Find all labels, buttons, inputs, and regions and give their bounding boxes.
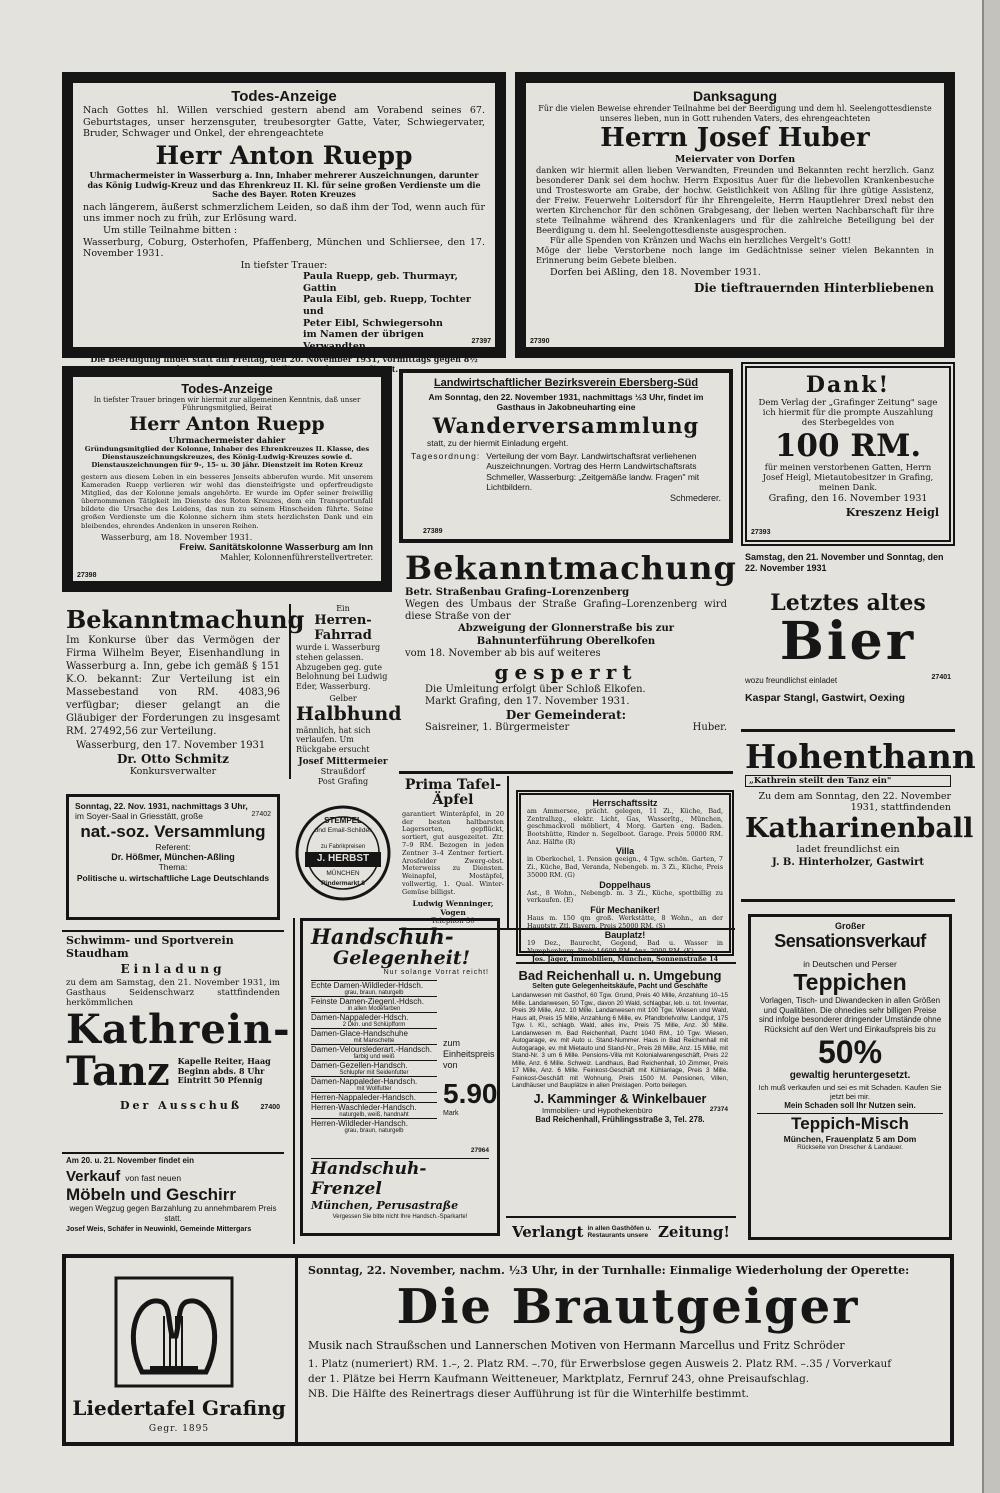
street: Rindermarkt 8 [321, 880, 365, 887]
text: am Ammersee, prächt. gelegen, 11 Zi., Küche, Bad, Zentralhzg., elektr. Licht, Gas, Wasserltg., München, geschmackvoll möbliert, 4 Morg. Garten eng. Baden. Bootshütte, Rinder n. Segelboot. Garage. Preis 50000 RM. Anz. Hälfte (R) [527, 807, 723, 846]
text: Dem Verlag der „Grafinger Zeitung" sage ich hiermit für die prompte Auszahlung des Sterbegeldes von [758, 398, 938, 429]
sports-club-dance-ad [62, 930, 291, 1152]
place: im Soyer-Saal in Griesstätt, große [75, 811, 204, 822]
glove-item: Herren-Nappaleder-Handsch. [311, 1093, 416, 1103]
text: nach längerem, äußerst schmerzlichem Leiden, so daß ihm der Tod, wenn auch für uns immer noch zu früh, zur Erlösung ward. [83, 201, 485, 225]
referent-label: Referent: [155, 842, 191, 853]
price: 5.90 [443, 1077, 498, 1109]
glove-sub: in allen Modefarben [347, 1006, 401, 1013]
note: Nur solange Vorrat reicht! [383, 968, 489, 976]
line-5: NB. Die Hälfte des Reinertrags dieser Aufführung ist für die Winterhilfe bestimmt. [308, 1388, 750, 1400]
detail-3: Eintritt 50 Pfennig [177, 1075, 263, 1086]
place: Straußdorf [320, 767, 366, 777]
sub: in Deutschen und Perser [803, 958, 897, 969]
referent: Dr. Hößmer, München-Aßling [111, 852, 235, 863]
lyre-logo-icon [114, 1276, 234, 1388]
text-2: Ich muß verkaufen und sei es mit Schaden. Kaufen Sie jetzt bei mir. [758, 1082, 942, 1101]
ad-number: 27964 [470, 1146, 489, 1154]
divider [516, 962, 736, 964]
funeral-info: Die Beerdigung findet statt am Freitag, den 20. November 1931, vormittags gegen 8½ Uhr, nach vorherigem heiligen Seelengottesdienst. [90, 354, 478, 374]
line-1: Sonntag, 22. November, nachm. ½3 Uhr, in der Turnhalle: Einmalige Wiederholung der Operette: [308, 1264, 910, 1277]
heading: Herrschaftssitz [592, 798, 658, 808]
address: München, Frauenplatz 5 am Dom [783, 1133, 917, 1144]
organization: Freiw. Sanitätskolonne Wasserburg am Inn [179, 542, 373, 554]
death-notice-ruepp [62, 72, 506, 374]
date: Am Sonntag, den 22. November 1931, nachmittags ½3 Uhr, findet im Gasthaus in Jakobneuharting eine [428, 392, 704, 413]
invitation: Einladung [120, 962, 226, 976]
founded: Gegr. 1895 [148, 1424, 210, 1434]
places: Wasserburg, Coburg, Osterhofen, Pfaffenberg, München und Schliersee, den 17. November 1931. [83, 236, 485, 260]
topic-label: Thema: [158, 862, 188, 873]
top: Großer [834, 921, 865, 931]
villa-text: in Oberkochel, 1. Pension geeign., 4 Tgw. schön. Garten, 7 Zi., Küche, Bad, Veranda, Nebengeb. m. 3 Zi., Küche, Preis 35000 RM. (G) [527, 855, 723, 879]
heading: Bekanntmachung [66, 605, 305, 634]
ad-number: 27390 [530, 338, 550, 345]
topic: Politische u. wirtschaftliche Lage Deutschlands [76, 872, 270, 883]
heading: Danksagung [692, 88, 777, 104]
council: Der Gemeinderat: [505, 708, 627, 723]
heading: Bekanntmachung [405, 549, 737, 587]
big-word: Katharinenball [745, 812, 974, 844]
real-estate-ad [516, 790, 734, 963]
text2: Für alle Spenden von Kränzen und Wachs ein herzliches Vergelt's Gott! [550, 234, 851, 245]
ad-number: 27401 [931, 674, 951, 681]
place-date: Grafing, den 16. November 1931 [768, 492, 928, 504]
deceased-name: Herrn Josef Huber [600, 123, 870, 154]
title-2: Halbhund [296, 703, 402, 726]
gloves-sale-ad [300, 918, 500, 1236]
signature: Dr. Otto Schmitz [116, 751, 229, 766]
text: Zu dem am Sonntag, den 22. November 1931, stattfindenden [758, 790, 951, 814]
reichenhall-real-estate-ad [506, 966, 734, 1214]
text: garantiert Winteräpfel, in 20 der besten haltbarsten Lagersorten, gepflückt, sortiert, gut ausgezeitet. Ztr. 7–9 RM. Bezogen in jeden Zentner 3–4 Zentner fertiert. Arosfelder Zwerg-obst. Meterweiss zu Diensten. Weinapfel, Mostäpfel, vollwertig, 1. Qual. Winter-Gemüse billigst. [402, 809, 504, 896]
place-date: Wasserburg, am 18. November 1931. [101, 532, 253, 542]
signature: Schmederer. [669, 492, 721, 503]
text: danken wir hiermit allen lieben Verwandten, Freunden und Bekannten recht herzlich. Ganz besonderer Dank sei dem hochw. Herrn Expositus Auer für die liebevollen Krankenbesuche und Trostesworte am Grabe, der hochw. Geistlichkeit von Aßling für ihre gütige Assistenz, der Freiw. Feuerwehr Loitersdorf für ihr Ehrengeleite, Herrn Hauptlehrer Drexl nebst den werten Kirchenchor für den schönen Grabgesang, der lieben werten Nachbarschaft für ihre stete Teilnahme während des Krankenlagers und für die zahlreiche Beteiligung bei der Beerdigung u. dem hl. Seelengottesdienste ausgesprochen. [536, 164, 934, 235]
glove-item: Echte Damen-Wildleder-Hdsch. [311, 981, 424, 991]
deceased-name: Herr Anton Ruepp [155, 140, 413, 170]
intro: Nach Gottes hl. Willen verschied gestern abend am Vorabend seines 67. Geburtstages, unser herzensguter, treubesorgter Gatte, Vater, Schwiegervater, Bruder, Schwager und Onkel, der ehrengeachtete [83, 105, 485, 140]
date: Samstag, den 21. November und Sonntag, den 22. November 1931 [745, 552, 944, 573]
betr: Betr. Straßenbau Grafing–Lorenzenberg [405, 586, 630, 598]
sale-word-2: von fast neuen [125, 1172, 182, 1183]
ring-middle: und Email-Schilder [314, 827, 372, 834]
address: Bad Reichenhall, Frühlingsstraße 3, Tel. 278. [535, 1114, 705, 1124]
ad-number: 27398 [77, 572, 97, 579]
detail: Gründungsmitglied der Kolonne, Inhaber des Ehrenkreuzes II. Klasse, des Dienstauszeichnungskreuzes, des König-Ludwig-Kreuzes sowie d. Dienstauszeichnungen für 9-, 15- u. 30 jähr. Dienstzeit im Roten Kreuz [84, 445, 370, 470]
glove-item: Feinste Damen-Ziegenl.-Hdsch. [311, 997, 424, 1007]
signature: Josef Weis, Schäfer in Neuwinkl, Gemeinde Mittergars [66, 1224, 252, 1234]
ring-top: STEMPEL [324, 816, 362, 825]
furniture-sale-ad [62, 1152, 284, 1242]
big-word-2: Tanz [66, 1047, 170, 1095]
role: Konkursverwalter [129, 765, 217, 777]
signer: Saisreiner, 1. Bürgermeister [425, 722, 570, 734]
signature: Mahler, Kolonnenführerstellvertreter. [220, 553, 373, 563]
title: Wanderversammlung [432, 412, 700, 438]
title: Prima Tafel-Äpfel [404, 777, 502, 809]
firm: Teppich-Misch [757, 1113, 943, 1134]
heading: Todes-Anzeige [181, 381, 273, 396]
mourner-4: im Namen der übrigen Verwandten [303, 329, 424, 352]
line-3: 1. Platz (numeriert) RM. 1.–, 2. Platz RM. –.70, für Erwerbslose gegen Ausweis 2. Platz RM. –.35 / Vorverkauf [308, 1358, 892, 1370]
political-meeting-ad [66, 794, 280, 920]
footer: Rückseite von Drescher & Landauer. [797, 1143, 903, 1151]
ad-number: 27374 [709, 1105, 728, 1113]
text: Landanwesen mit Gasthof, 60 Tgw. Grund, Preis 40 Mille, Anzahlung 10–15 Mille. Landanwesen, 50 Tgw., davon 20 Wald, schlagbar, leb. u. tot. Inventar, Preis 39 Mille, Anz. 10 Mille. Landanwesen mit 100 Tgw. Wiesen und Wald, Haus alt, Preis 15 Mille, Anzahlung 6 Mille, ev. Pfandbriefvollw. Landgut, 175 Tgw. I. Kl., schlagb. Wald, alles inv., Preis 75 Mille, Anz. 30 Mille. Landanwesen m. Bad Reichenhall, Pacht 1040 RM., 10 Tgw. Wiesen, Autogarage, ev. mit Auto u. Stand-Nummer. Haus in Bad Reichenhall mit Autogarage, ev. mit Mietauto und Stand-Nr., Preis 28 Mille, Anz. 15 Mille, mit Stand-Nr. 3 um 6 Mille. Pensions-Villa mit Kolonialwarengeschäft, Preis 22 Mille, Anz. 6 Mille. Schweiz. Landhaus, Bad Reichenhall, 10 Zimmer, Preis 17 Mille, Anz. 6 Mille. Feinkost-Geschäft mit Kühlanlage, Preis 3 Mille. Feinkost-Geschäft mit Wohnung, Preis 1500 M. Pensionen, Villen, Landhäuser und Bauplätze in allen Preislagen. Porto beilegen. [512, 992, 728, 1090]
place-date: Dorfen bei Aßling, den 18. November 1931. [550, 267, 761, 279]
detail-2: Beginn abds. 8 Uhr [177, 1065, 265, 1076]
agenda: Verteilung der vom Bayr. Landwirtschaftsrat verliehenen Auszeichnungen. Vortrag des Herrn Landwirtschaftsrats Schmeller, Wasserburg: „Zeitgemäße landw. Fragen" mit Lichtbildern. [486, 451, 700, 493]
glove-item: Damen-Velourslederart.-Handsch. [311, 1045, 432, 1055]
page-edge [982, 0, 1000, 1493]
title: Hohenthann [745, 737, 976, 776]
text3: Möge der liebe Verstorbene noch lange im Gedächtnisse seiner vielen Bekannten in Erinnerung beim Gebete bleiben. [536, 244, 934, 265]
doppelhaus-heading: Doppelhaus [599, 879, 651, 890]
apples-ad [399, 776, 509, 928]
place-date: Markt Grafing, den 17. November 1931. [425, 696, 630, 708]
title-1: Handschuh- [311, 924, 454, 949]
glove-sub: 2 Dkn. und Schlüpfform [342, 1022, 406, 1029]
intro: In tiefster Trauer bringen wir hiermit zur allgemeinen Kenntnis, daß unser Führungsmitglied, Beirat [93, 396, 361, 413]
mourner-1: Paula Ruepp, geb. Thurmayr, Gattin [303, 271, 458, 294]
glove-item: Damen-Gezellen-Handsch. [311, 1061, 408, 1071]
bicycle-and-dog-ad [293, 604, 402, 800]
title: Herren-Fahrrad [314, 612, 372, 643]
invite: wozu freundlichst einladet [745, 675, 838, 685]
date: Am 20. u. 21. November findet ein [66, 1156, 195, 1165]
road-closure-notice [399, 548, 737, 774]
text: wegen Wegzug gegen Barzahlung zu annehmbarem Preis statt. [69, 1204, 277, 1223]
line-2: Musik nach Straußschen und Lannerschen Motiven von Hermann Marcellus und Fritz Schröder [308, 1339, 845, 1352]
plot-text: 19 Dez., Baurecht, Gegend, Bad u. Wasser in Nymphenburg. Preis 14600 RM. Anz. 2000 RM. (K) [527, 939, 723, 955]
signature: Die tieftrauernden Hinterbliebenen [693, 281, 934, 296]
shop-name: Handschuh-Frenzel [311, 1158, 489, 1199]
detour: Die Umleitung erfolgt über Schloß Elkofen. [425, 683, 646, 695]
deceased-title: Uhrmachermeister dahier [168, 434, 286, 445]
date: vom 18. November ab bis auf weiteres [405, 647, 601, 659]
signature: Ludwig Wenninger, Vogen [412, 898, 494, 917]
carpet-sale-ad [748, 914, 952, 1240]
ad-number: 27397 [471, 338, 491, 345]
heading: Dank! [805, 372, 891, 398]
signature: Josef Mittermeier [298, 756, 388, 767]
beer-ad [741, 550, 955, 732]
mechanic-text: Haus m. 150 qm groß. Werkstätte, 8 Wohn., an der Hauptstr. Ztl. Bayern. Preis 25000 RM. (S) [527, 913, 723, 930]
post: Post Grafing [317, 777, 369, 787]
newspaper-promo [506, 1216, 736, 1246]
title-2: Gelegenheit! [333, 947, 471, 970]
promo-b: in allen Gasthöfen u. Restaurants unsere [587, 1224, 652, 1239]
title: Möbeln und Geschirr [66, 1184, 237, 1204]
club-name: Liedertafel Grafing [72, 1396, 286, 1420]
line1: Letztes altes [770, 589, 926, 616]
glove-sub: naturgelb, weiß, handnaht [339, 1112, 409, 1119]
text: Vorlagen, Tisch- und Diwandecken in allen Größen und Qualitäten. Die ohnedies sehr billigen Preise sind infolge besonderer dringender Umstände ohne Rücksicht auf den Wert und Einkaufspreis bis zu [758, 996, 942, 1034]
detail-1: Kapelle Reiter, Haag [177, 1056, 271, 1067]
title: Teppichen [793, 968, 907, 995]
ad-number: 27389 [423, 528, 443, 535]
glove-sub: grau, braun, naturgelb [344, 1128, 404, 1135]
footer: Vergessen Sie bitte nicht Ihre Handsch.-Sparkarte! [332, 1213, 468, 1220]
heading: Bad Reichenhall u. n. Umgebung [518, 968, 722, 983]
sale-word: Verkauf [66, 1167, 121, 1185]
text: gestern aus diesem Leben in ein besseres Jenseits abberufen wurde. Mit unserem Kameraden Ruepp verlieren wir wohl das diensteifrigste und opferfreudigste Mitglied, das der Kolonne jemals angehörte. Er wurde im Opfer seiner freiwillig übernommenen Tätigkeit im Dienste des Roten Kreuzes, dem ein Transportunfall bildete die Ursache des Leidens, das nun zu seinem Hinscheiden führte. Seine großen Verdienste um die Kolonne sichern ihm stets herzlichsten Dank und ein bleibendes, ehrendes Andenken in unseren Reihen. [81, 472, 373, 530]
glove-item: Herren-Waschleder-Handsch. [311, 1103, 417, 1113]
telephone: Telephon 30 [431, 916, 475, 925]
invite: ladet freundlichst ein [796, 843, 900, 855]
title: Die Brautgeiger [396, 1279, 860, 1335]
deceased-title: Uhrmachermeister in Wasserburg a. Inn, Inhaber mehrerer Auszeichnungen, darunter das König Ludwig-Kreuz und das Ehrenkreuz II. Kl. für seine großen Verdienste um die Sache des Bayer. Roten Kreuzes [87, 169, 481, 200]
ad-number: 27402 [251, 811, 271, 819]
farmers-association-ad [399, 369, 733, 543]
glove-item: Damen-Nappaleder-Hdsch. [311, 1013, 409, 1023]
column-rule [289, 604, 291, 779]
signature: Der Ausschuß [120, 1098, 243, 1112]
thanks-huber [515, 72, 955, 358]
text: wurde i. Wasserburg stehen gelassen. Abzugeben geg. gute Belohnung bei Ludwig Eder, Wasserburg. [296, 643, 388, 691]
mourner-3: Peter Eibl, Schwiegersohn [303, 317, 443, 329]
date: Sonntag, 22. Nov. 1931, nachmittags 3 Uhr, [75, 801, 248, 811]
ad-number: 27400 [260, 1103, 280, 1111]
currency: Mark [443, 1109, 459, 1117]
villa-heading: Villa [615, 846, 635, 857]
text-3: Mein Schaden soll Ihr Nutzen sein. [784, 1100, 916, 1110]
heading: Landwirtschaftlicher Bezirksverein Ebersberg-Süd [433, 377, 699, 389]
text: zu dem am Samstag, den 21. November 1931, im Gasthaus Seidenschwarz stattfindenden herkömmlichen [66, 978, 280, 1009]
glove-sub: Schlupfer mit Seidenfutter [339, 1070, 409, 1077]
place-date: Wasserburg, den 17. November 1931 [76, 739, 266, 751]
divider [399, 928, 735, 930]
deceased-name: Herr Anton Ruepp [129, 412, 325, 435]
sub: Selten gute Gelegenheitskäufe, Pacht und Geschäfte [532, 983, 708, 990]
ring-sub: zu Fabrikpreisen [320, 844, 366, 850]
glove-sub: grau, braun, naturgelb [344, 990, 404, 997]
heading: Todes-Anzeige [231, 88, 337, 105]
text: Im Konkurse über das Vermögen der Firma Wilhelm Beyer, Eisenhandlung in Wasserburg a. Inn, gebe ich gemäß § 151 K.O. bekannt: Zur Verteilung ist ein Massebestand von RM. 4083,96 verfügbar; dieser gelangt an die Gläubiger der Forderungen zu insgesamt RM. 27492,56 zur Verteilung. [66, 634, 280, 737]
title: nat.-soz. Versammlung [80, 821, 266, 841]
line-4: der 1. Plätze bei Herrn Kaufmann Weitteneuer, Marktplatz, Fernruf 243, ohne Preisaufschlag. [308, 1373, 810, 1385]
thanks-heigl [741, 362, 955, 546]
firm: J. Kamminger & Winkelbauer [533, 1091, 707, 1106]
closed: gesperrt [494, 659, 638, 684]
signature: Kaspar Stangl, Gastwirt, Oexing [745, 691, 905, 704]
glove-item: Herren-Wildleder-Handsch. [311, 1119, 408, 1129]
mourning: In tiefster Trauer: [240, 259, 328, 271]
company-name: J. HERBST [316, 853, 370, 864]
liedertafel-operetta-ad [62, 1254, 954, 1446]
mechanic-heading: Für Mechaniker! [590, 904, 660, 915]
percent-sub: gewaltig heruntergesetzt. [789, 1069, 911, 1081]
glove-item: Damen-Nappaleder-Handsch. [311, 1077, 418, 1087]
death-notice-kolonne [62, 366, 392, 592]
mourner-2: Paula Eibl, geb. Ruepp, Tochter und [303, 294, 471, 317]
text-2: männlich, hat sich verlaufen. Um Rückgabe ersucht [296, 725, 371, 755]
intro: Für die vielen Beweise ehrender Teilnahme bei der Beerdigung und dem hl. Seelengottesdienste unseres lieben, nun in Gott ruhenden Vaters, des ehrengeachteten [538, 104, 932, 123]
deceased-title: Meiervater von Dorfen [674, 154, 796, 166]
big-word: Sensationsverkauf [774, 931, 926, 951]
hohenthann-ball-ad [741, 737, 976, 902]
bankruptcy-notice [62, 604, 305, 777]
big-word-1: Kathrein- [66, 1005, 291, 1053]
agenda-label: Tagesordnung: [411, 451, 481, 462]
unit-price-label: zum Einheitspreis von [443, 1038, 495, 1070]
agent: Jos. Jäger, Immobilien, München, Sonnenstraße 14 [531, 954, 719, 963]
subtitle: „Kathrein steilt den Tanz ein" [745, 775, 951, 787]
plot-heading: Bauplatz! [604, 930, 646, 941]
big-word: Bier [779, 610, 917, 672]
firm-2: Immobilien- und Hypothekenbüro [542, 1105, 653, 1115]
top: Ein [336, 604, 350, 613]
heading: Schwimm- und Sportverein Staudham [66, 934, 234, 960]
promo-c: Zeitung! [657, 1223, 730, 1241]
text2: für meinen verstorbenen Gatten, Herrn Josef Heigl, Mietautobesitzer in Grafing, meinen Dank. [762, 461, 934, 492]
signature: Kreszenz Heigl [845, 506, 939, 520]
signer-2: Huber. [692, 722, 727, 734]
percent: 50% [817, 1033, 883, 1070]
section: Abzweigung der Glonnerstraße bis zur Bahnunterführung Oberelkofen [457, 623, 675, 647]
signature: J. B. Hinterholzer, Gastwirt [772, 857, 924, 869]
glove-sub: farbig und weiß [353, 1054, 395, 1061]
sub: Gelber [329, 694, 357, 704]
glove-sub: mit Wollfutter [356, 1086, 392, 1093]
promo-a: Verlangt [512, 1223, 584, 1241]
amount: 100 RM. [774, 427, 922, 464]
doppelhaus-text: Ast., 8 Wohn., Nebengb. m. 3 Zi., Küche, spottbillig zu verkaufen. (E) [527, 888, 723, 905]
glove-sub: mit Manschette [353, 1038, 395, 1045]
glove-item: Damen-Glace-Handschuhe [311, 1029, 408, 1039]
stamp-maker-ad [293, 804, 393, 902]
city: MÜNCHEN [326, 870, 360, 877]
request: Um stille Teilnahme bitten : [103, 224, 238, 236]
text: Wegen des Umbaus der Straße Grafing–Lorenzenberg wird diese Straße von der [405, 598, 727, 623]
sub: statt, zu der hiermit Einladung ergeht. [427, 437, 569, 448]
ad-number: 27393 [751, 529, 771, 536]
shop-street: München, Perusastraße [311, 1198, 459, 1212]
column-rule [293, 918, 295, 1244]
